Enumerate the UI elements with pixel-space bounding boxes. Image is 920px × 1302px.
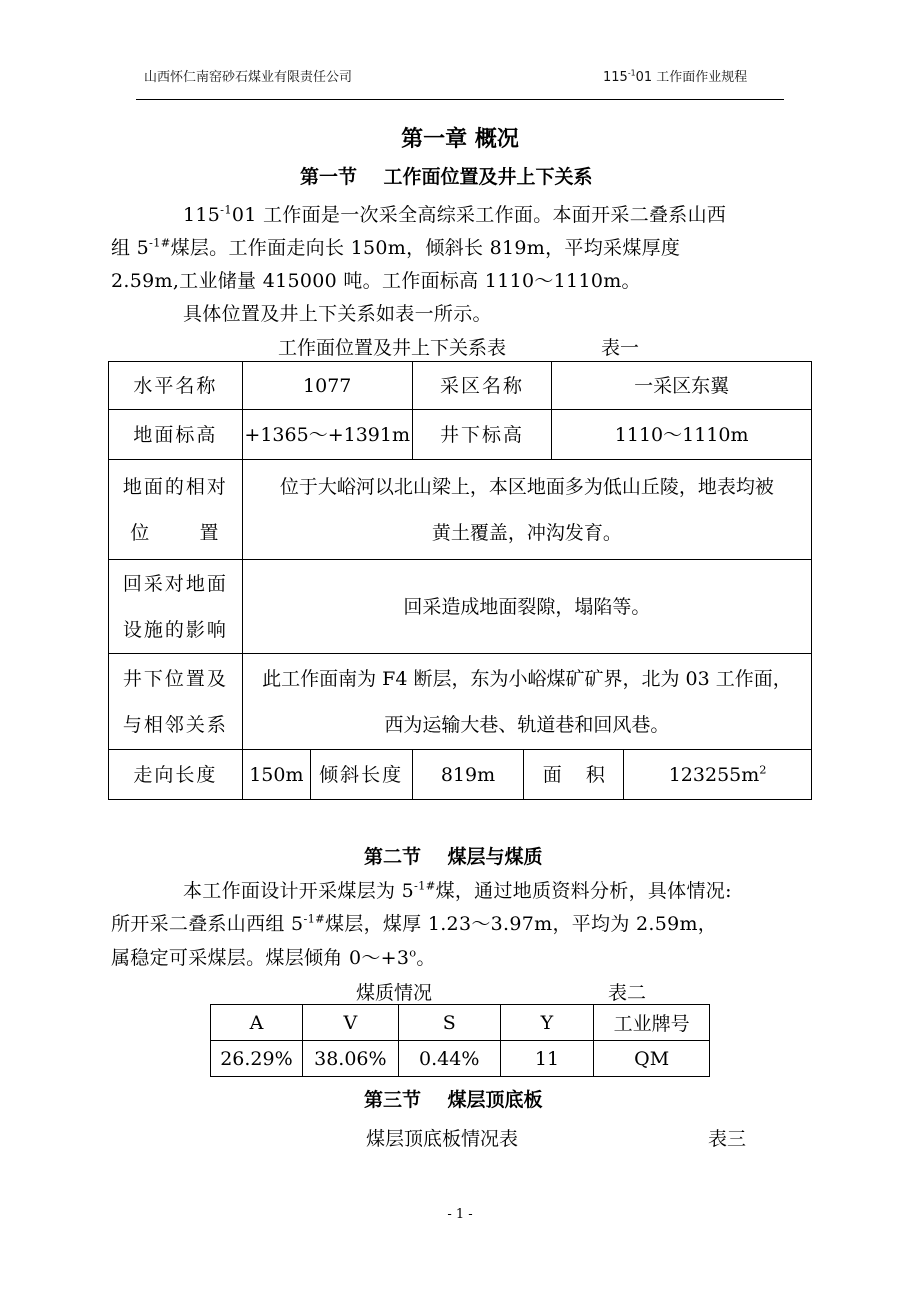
table-cell: +1365～+1391m	[242, 410, 412, 460]
table-header-cell: 工业牌号	[594, 1005, 710, 1041]
header-company: 山西怀仁南窑砂石煤业有限责任公司	[144, 70, 353, 85]
table-cell: 150m	[242, 750, 310, 800]
table-header-cell: V	[302, 1005, 398, 1041]
table-header-cell: A	[211, 1005, 303, 1041]
section1-para-line2: 组 $5^{-1\#}$煤层。工作面走向长 150m，倾斜长 819m，平均采煤厚度	[111, 235, 681, 259]
table-cell: 倾斜长度	[310, 750, 412, 800]
table2-coal-quality	[210, 1004, 710, 1077]
table-cell: $123255m^2$	[624, 750, 812, 800]
table-cell: 走向长度	[109, 750, 243, 800]
table-cell: 38.06%	[302, 1041, 398, 1077]
header-doc-title: $115^{-1}01$ 工作面作业规程	[603, 68, 748, 85]
page-number: - 1 -	[447, 1207, 473, 1222]
header-rule	[136, 99, 784, 100]
section1-para2: 具体位置及井上下关系如表一所示。	[183, 303, 492, 325]
table-row	[109, 362, 812, 410]
table-cell: QM	[594, 1041, 710, 1077]
table3-caption: 煤层顶底板情况表	[366, 1128, 519, 1150]
table-cell: 0.44%	[398, 1041, 500, 1077]
table-header-cell: S	[398, 1005, 500, 1041]
section1-para-line1: $115^{-1}01$ 工作面是一次采全高综采工作面。本面开采二叠系山西	[183, 202, 727, 226]
section2-para-line2: 所开采二叠系山西组 $5^{-1\#}$煤层，煤厚 1.23～3.97m，平均为 2.59m，	[111, 911, 718, 935]
table-cell: 1077	[242, 362, 412, 410]
table1-location	[108, 361, 812, 800]
table-cell: 1110～1110m	[552, 410, 812, 460]
chapter-title: 第一章 概况	[401, 126, 519, 152]
table-cell: 一采区东翼	[552, 362, 812, 410]
section1-para-line3: 2.59m,工业储量 415000 吨。工作面标高 1110～1110m。	[111, 270, 641, 292]
section2-title: 第二节 煤层与煤质	[364, 846, 543, 868]
table-row	[109, 654, 812, 750]
section3-title: 第三节 煤层顶底板	[364, 1089, 543, 1111]
section2-para-line3: 属稳定可采煤层。煤层倾角 $0\sim+3^o$。	[111, 945, 436, 969]
table-cell: 位于大峪河以北山梁上，本区地面多为低山丘陵，地表均被 黄土覆盖，冲沟发育。	[242, 460, 811, 560]
section1-title: 第一节 工作面位置及井上下关系	[300, 166, 593, 188]
table1-caption: 工作面位置及井上下关系表	[278, 337, 507, 359]
table-cell: 水平名称	[109, 362, 243, 410]
table-cell: 26.29%	[211, 1041, 303, 1077]
table-cell: 地面标高	[109, 410, 243, 460]
table-row	[211, 1041, 710, 1077]
table-cell: 采区名称	[412, 362, 552, 410]
table-cell: 回采造成地面裂隙，塌陷等。	[242, 560, 811, 654]
table-cell: 819m	[412, 750, 524, 800]
table-cell: 回采对地面 设施的影响	[109, 560, 243, 654]
table-cell: 11	[500, 1041, 594, 1077]
table-row	[109, 750, 812, 800]
table-row	[109, 460, 812, 560]
table-row	[109, 410, 812, 460]
table-cell: 地面的相对 位 置	[109, 460, 243, 560]
table1-number: 表一	[601, 337, 640, 359]
table-cell: 井下标高	[412, 410, 552, 460]
table-row	[109, 560, 812, 654]
table-cell: 井下位置及 与相邻关系	[109, 654, 243, 750]
table2-caption: 煤质情况	[356, 982, 433, 1004]
table-header-cell: Y	[500, 1005, 594, 1041]
table-row	[211, 1005, 710, 1041]
table2-number: 表二	[608, 982, 647, 1004]
table3-number: 表三	[708, 1128, 747, 1150]
section2-para-line1: 本工作面设计开采煤层为 $5^{-1\#}$煤，通过地质资料分析，具体情况:	[183, 878, 732, 902]
table-cell: 此工作面南为 F4 断层，东为小峪煤矿矿界，北为 03 工作面， 西为运输大巷、轨道巷和回风巷。	[242, 654, 811, 750]
table-cell: 面 积	[524, 750, 624, 800]
